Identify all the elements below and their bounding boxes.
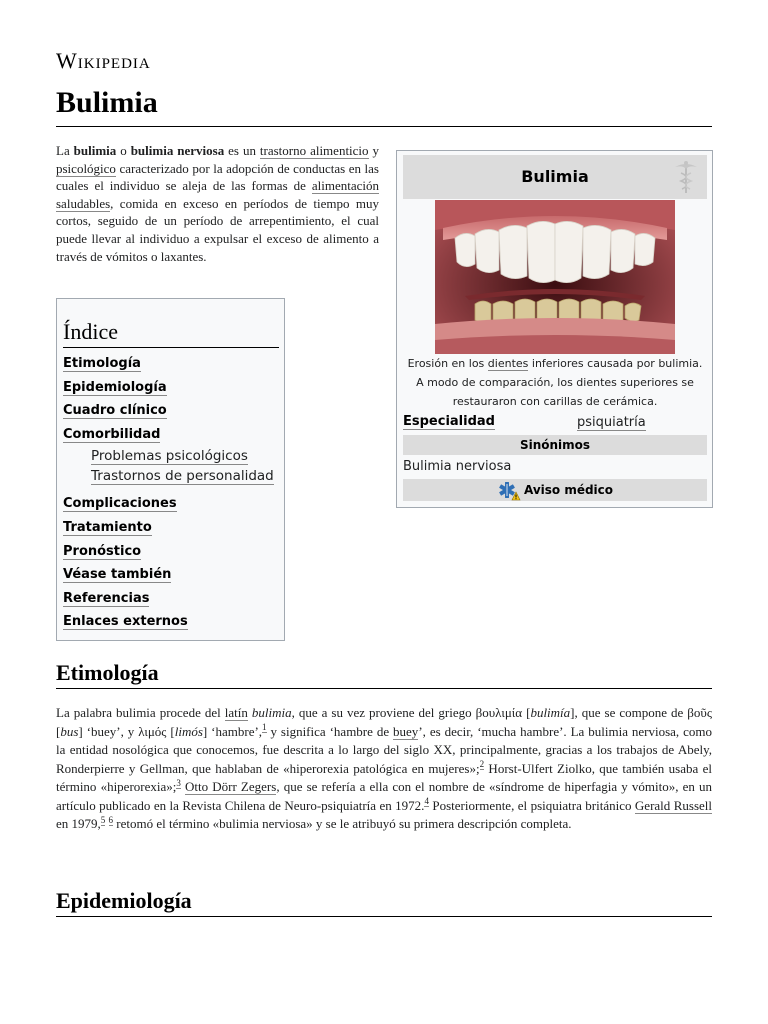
table-of-contents <box>56 298 285 641</box>
section-heading-epidemiologia: Epidemiología <box>56 888 192 913</box>
teeth-photo-illustration <box>435 200 675 354</box>
title-divider <box>56 126 712 127</box>
teeth-erosion-photo[interactable] <box>435 200 675 354</box>
caduceus-icon <box>673 159 699 195</box>
toc-subitem-trastornos-personalidad[interactable]: Trastornos de personalidad <box>91 468 274 485</box>
section-divider <box>56 688 712 689</box>
toc-item-cuadro-clinico[interactable]: Cuadro clínico <box>63 403 167 419</box>
ref-6[interactable]: 6 <box>108 814 114 825</box>
specialty-label[interactable]: Especialidad <box>403 414 495 429</box>
infobox <box>396 150 713 508</box>
toc-item-comorbilidad[interactable]: Comorbilidad <box>63 426 161 442</box>
toc-item-pronostico[interactable]: Pronóstico <box>63 543 142 559</box>
link-psicologico[interactable]: psicológico <box>56 160 116 176</box>
wikipedia-logo[interactable]: Wikipedia <box>56 48 151 73</box>
specialty-value[interactable]: psiquiatría <box>577 415 646 430</box>
toc-item-etimologia[interactable]: Etimología <box>63 356 141 371</box>
intro-paragraph: La bulimia o bulimia nerviosa es un trastorno alimenticio y psicológico caracterizado por la adopción de conductas en las cuales el individuo se aleja de las formas de alimentación saludables, comida en exceso en períodos de tiempo muy cortos, seguido de un período de arrepentimiento, el cual puede llevar al individuo a expulsar el exceso de alimento a través de vómitos o laxantes. <box>56 143 379 264</box>
link-trastorno-alimenticio[interactable]: trastorno alimenticio <box>259 143 369 158</box>
link-gerald-russell[interactable]: Gerald Russell <box>634 797 713 813</box>
medical-notice[interactable]: Aviso médico <box>403 479 707 501</box>
link-latin[interactable]: latín <box>224 705 248 720</box>
toc-item-referencias[interactable]: Referencias <box>63 590 150 606</box>
toc-item-enlaces-externos[interactable]: Enlaces externos <box>63 614 188 630</box>
link-alimentacion-saludables[interactable]: alimentación saludables <box>56 178 379 211</box>
toc-subitem-problemas-psicologicos[interactable]: Problemas psicológicos <box>91 448 248 465</box>
link-buey[interactable]: buey <box>393 723 419 739</box>
ref-3[interactable]: 3 <box>176 777 181 788</box>
toc-item-vease-tambien[interactable]: Véase también <box>63 567 172 583</box>
link-dientes[interactable]: dientes <box>487 357 529 370</box>
toc-item-complicaciones[interactable]: Complicaciones <box>63 496 177 512</box>
image-caption: Erosión en los dientes inferiores causada por bulimia. A modo de comparación, los dientes superiores se restauraron con carillas de cerámica. <box>407 357 703 408</box>
link-otto-dorr-zegers[interactable]: Otto Dörr Zegers <box>185 779 277 794</box>
ref-5[interactable]: 5 <box>100 814 106 825</box>
term-bulimia: bulimia <box>73 143 117 158</box>
section-divider-2 <box>56 916 712 917</box>
star-of-life-warning-icon <box>497 481 521 501</box>
synonyms-header: Sinónimos <box>403 435 707 455</box>
section-heading-etimologia: Etimología <box>56 660 159 685</box>
infobox-title: Bulimia <box>403 155 707 199</box>
toc-item-tratamiento[interactable]: Tratamiento <box>63 519 152 535</box>
etymology-paragraph: La palabra bulimia procede del latín bulimia, que a su vez proviene del griego βουλιμία [bulimía], que se compone de βοῦς [bus] ‘buey’, y λιμός [limós] ‘hambre’,$^1$ y significa ‘hambre de buey’, es decir, ‘mucha hambre’. La bulimia nerviosa, como la entidad nosológica que conocemos, fue descrita a lo largo del siglo XX, principalmente, gracias a los trabajos de Abely, Ronderpierre y Gellman, que hablaban de «hiperorexia patológica en mujeres»;$^2$ Horst-Ulfert Ziolko, que también usaba el término «hiperorexia»;$^3$ Otto Dörr Zegers, que se refería a ella con el nombre de «síndrome de hiperfagia y vómito», en un artículo publicado en la Revista Chilena de Neuro-psiquiatría en 1972.$^4$ Posteriormente, el psiquiatra británico Gerald Russell en 1979,$^5$ $^6$ retomó el término «bulimia nerviosa» y se le atribuyó su primera descripción completa. <box>56 705 713 831</box>
synonym-value: Bulimia nerviosa <box>403 459 512 474</box>
term-bulimia-nerviosa: bulimia nerviosa <box>130 143 225 158</box>
toc-title: Índice <box>63 319 279 348</box>
ref-4[interactable]: 4 <box>424 796 429 807</box>
ref-2[interactable]: 2 <box>479 759 485 770</box>
page-title: Bulimia <box>56 86 158 119</box>
toc-item-epidemiologia[interactable]: Epidemiología <box>63 379 167 395</box>
ref-1[interactable]: 1 <box>262 722 267 733</box>
